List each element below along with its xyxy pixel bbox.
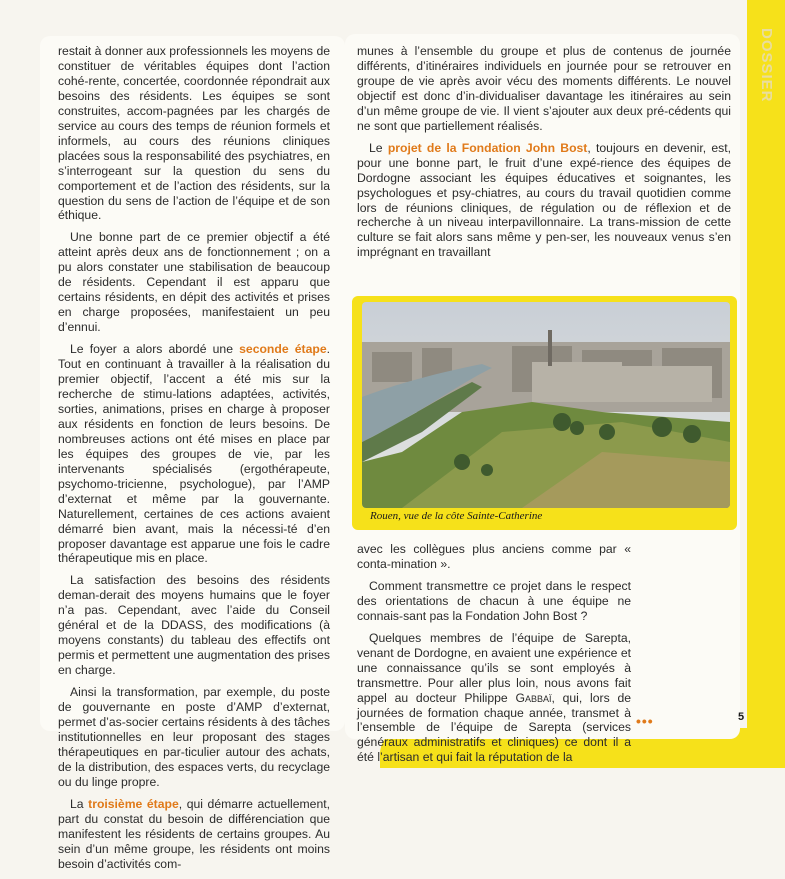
paragraph [58, 342, 330, 566]
highlight-projet-fondation: projet de la Fondation John Bost [387, 140, 588, 155]
yellow-side-band [747, 0, 785, 768]
paragraph: restait à donner aux professionnels les moyens de constituer de véritables équipes dont l’action cohé-rente, concertée, coordonnée répondrait aux besoins des résidents. Les équipes se sont construites, accom-pagnées par les chargés de service au cours des temps de réunion formels et informels, au cours des réunions cliniques placées sous la responsabilité des psychiatres, en s’interrogeant sur la question du sens du comportement et de l’action des résidents, sur la question du sens de l’action de l’équipe et de son éthique. [58, 44, 330, 223]
text-run: , qui, lors de journées de formation chaque année, transmet à l’ensemble de l’équipe de Sarepta (services généraux administratifs et cliniques) ce dont il a été l’artisan et qui fait la réputation de la [357, 690, 632, 765]
text-run: , qui démarre actuellement, part du constat du besoin de différenciation que manifestent les résidents de certains groupes. Au sein d’un même groupe, les résidents ont moins besoin d’activités com- [58, 796, 330, 871]
paragraph: La satisfaction des besoins des résidents deman-derait des moyens humains que le foyer n’a pas. Cependant, avec l’aide du Conseil général et de la DDASS, des modifications (à moyens constants) du tableau des effectifs ont permis et permettent une augmentation des prises en charge. [58, 573, 330, 678]
text-run: Quelques membres de l’équipe de Sarepta, venant de Dordogne, en avaient une expérience et une connaissance qu’ils se sont employés à transmettre. Pour aller plus loin, nous avons fait appel au docteur Philippe [357, 630, 631, 705]
text-run: , toujours en devenir, est, pour une bonne part, le fruit d’une expé-rience des équipes de Dordogne associant les équipes éducatives et soignantes, les psychologues et psy-chiatres, au cours du travail quotidien comme lors de réunions cliniques, de régulation ou de réflexion et de recherche à un niveau interpavillonnaire. La trans-mission de cette culture se fait alors sans même y pen-ser, les nouveaux venus s’en imprégnant en travaillant [357, 140, 731, 260]
rouen-landscape-illustration [362, 302, 730, 508]
paragraph: avec les collègues plus anciens comme par « conta-mination ». [357, 542, 631, 571]
right-column-bottom [357, 542, 631, 772]
paragraph [357, 141, 731, 261]
highlight-troisieme-etape: troisième étape [88, 796, 179, 811]
paragraph: munes à l’ensemble du groupe et plus de contenus de journée différents, d’itinéraires individuels en journée pour se retrouver en groupe de vie après avoir vécu des moments différents. Le nouvel objectif est donc d’in-dividualiser davantage les itinéraires au sein d’un même groupe de vie. Il vient s’ajouter aux deux pré-cédents qui ne sont que partiellement réalisés. [357, 44, 731, 133]
right-column-top [357, 44, 731, 267]
paragraph: Ainsi la transformation, par exemple, du poste de gouvernante en poste d’AMP d’externat, permet d’as-socier certains résidents à des tâches institutionnelles en leur proposant des stages thérapeutiques en par-ticulier autour des achats, de la distribution, des espaces verts, du recyclage ou du linge propre. [58, 685, 330, 789]
continuation-dots: ••• [636, 713, 654, 729]
photo-caption: Rouen, vue de la côte Sainte-Catherine [370, 510, 543, 522]
highlight-seconde-etape: seconde étape [239, 342, 327, 357]
left-column [58, 44, 330, 879]
text-run: Le foyer a alors abordé une [70, 342, 240, 357]
text-run: La [70, 796, 89, 811]
paragraph: Comment transmettre ce projet dans le respect des orientations de chacun à une équipe ne connais-sant pas la Fondation John Bost ? [357, 578, 631, 623]
text-run: . Tout en continuant à travailler à la réalisation du premier objectif, l’accent a été mis sur la recherche de stimu-lations adaptées, activités, sorties, animations, prises en charge à proposer aux résidents en fonction de leurs besoins. De nombreuses actions ont été mises en place par les équipes des groupes de vie, par les intervenants spécialisés (ergothérapeute, psychomo-tricienne, psychologue), par l’AMP d’externat et même par la gouvernante. Naturellement, certaines de ces actions avaient démarré bien avant, mais la nécessi-té d’en proposer davantage est apparue une fois le cadre thérapeutique mis en place. [58, 342, 331, 566]
author-name: Gabbaï [515, 690, 552, 705]
rouen-landscape-photo [362, 302, 730, 508]
section-side-label: DOSSIER [758, 28, 775, 103]
paragraph [58, 797, 330, 872]
paragraph: Une bonne part de ce premier objectif a été atteint après deux ans de fonctionnement ; on a pu alors constater une stabilisation de beaucoup de résidents. Cependant il est apparu que certains résidents, en dépit des activités et prises en charge proposées, manifestaient un peu d’ennui. [58, 230, 330, 335]
page-number: 5 [738, 711, 745, 723]
text-run: Le [369, 140, 388, 155]
paragraph [357, 631, 631, 766]
